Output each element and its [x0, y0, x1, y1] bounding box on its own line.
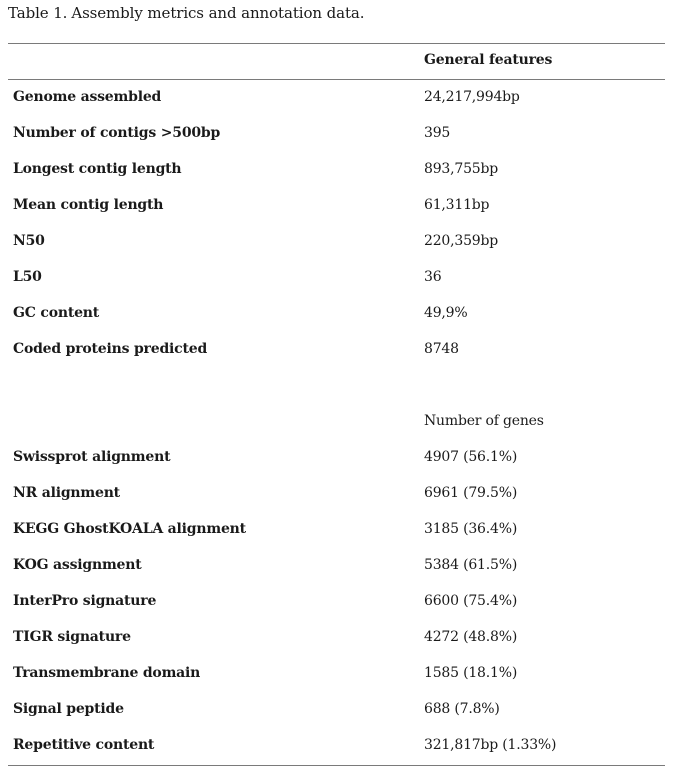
row-value: 8748	[424, 341, 459, 357]
row-value: 61,311bp	[424, 197, 490, 213]
row-value: 6600 (75.4%)	[424, 593, 518, 609]
row-value: 688 (7.8%)	[424, 701, 500, 717]
row-value: 6961 (79.5%)	[424, 485, 518, 501]
row-value: 4907 (56.1%)	[424, 449, 518, 465]
column-header-general-features: General features	[424, 52, 553, 68]
row-label: TIGR signature	[13, 629, 131, 645]
row-label: NR alignment	[13, 485, 120, 501]
row-label: Coded proteins predicted	[13, 341, 208, 357]
row-label: Genome assembled	[13, 89, 162, 105]
row-value: 5384 (61.5%)	[424, 557, 518, 573]
column-header-number-of-genes: Number of genes	[424, 413, 544, 429]
row-value: 395	[424, 125, 451, 141]
table-header-rule	[8, 79, 665, 80]
row-value: 220,359bp	[424, 233, 499, 249]
row-label: L50	[13, 269, 42, 285]
table-bottom-rule	[8, 765, 665, 766]
row-value: 36	[424, 269, 442, 285]
table-title: Assembly metrics and annotation data.	[71, 4, 365, 22]
row-label: Transmembrane domain	[13, 665, 201, 681]
row-value: 321,817bp (1.33%)	[424, 737, 557, 753]
row-label: N50	[13, 233, 45, 249]
row-label: InterPro signature	[13, 593, 157, 609]
row-value: 1585 (18.1%)	[424, 665, 518, 681]
row-value: 49,9%	[424, 305, 468, 321]
row-label: GC content	[13, 305, 100, 321]
row-value: 4272 (48.8%)	[424, 629, 518, 645]
table-top-rule	[8, 43, 665, 44]
row-label: Swissprot alignment	[13, 449, 171, 465]
row-label: Mean contig length	[13, 197, 164, 213]
row-label: Longest contig length	[13, 161, 182, 177]
row-label: Signal peptide	[13, 701, 124, 717]
row-label: Repetitive content	[13, 737, 155, 753]
row-value: 24,217,994bp	[424, 89, 520, 105]
table-number: Table 1.	[8, 4, 68, 22]
table-caption	[8, 4, 364, 22]
row-label: Number of contigs >500bp	[13, 125, 221, 141]
row-value: 893,755bp	[424, 161, 499, 177]
row-label: KEGG GhostKOALA alignment	[13, 521, 246, 537]
row-label: KOG assignment	[13, 557, 142, 573]
row-value: 3185 (36.4%)	[424, 521, 518, 537]
